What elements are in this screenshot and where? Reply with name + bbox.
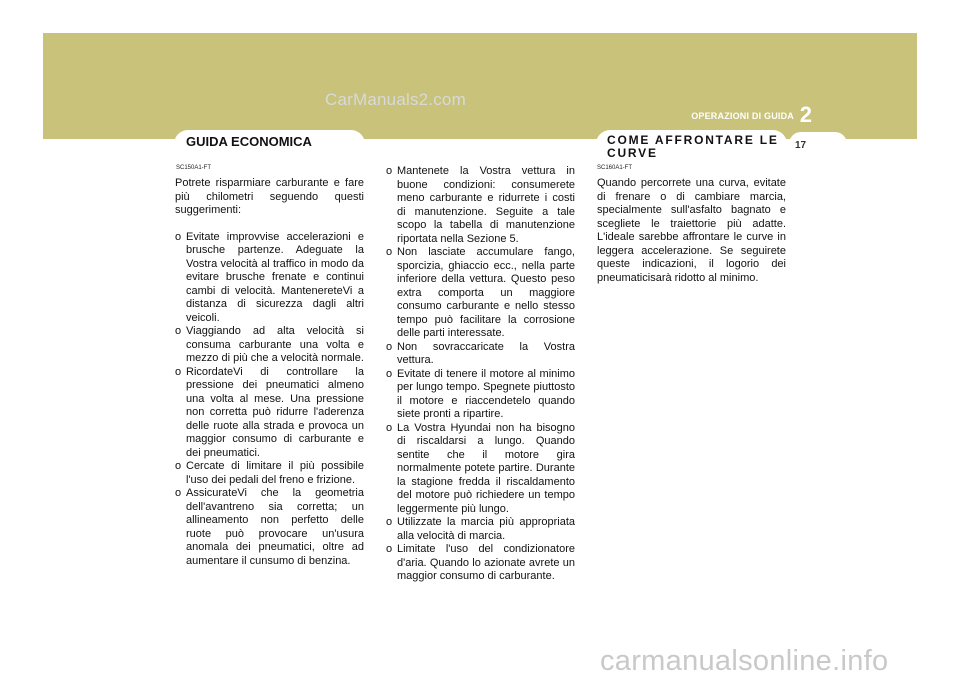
bullet-mark: o bbox=[175, 325, 182, 337]
chapter-title: OPERAZIONI DI GUIDA bbox=[691, 111, 794, 121]
list-item-text: Evitate di tenere il motore al minimo per lungo tempo. Spegnete piuttosto il motore e riaccendetelo quando siete pronti a ripartire. bbox=[397, 367, 575, 420]
column-right bbox=[597, 177, 786, 298]
section-code-right: SC160A1-FT bbox=[597, 165, 633, 171]
list-item bbox=[386, 246, 575, 341]
bullet-mark: o bbox=[175, 487, 182, 499]
list-item-text: Non lasciate accumulare fango, sporcizia, ghiaccio ecc., nella parte inferiore della vettura. Questo peso extra comporta un maggiore consumo carburante e nello stesso tempo può facilitare la corrosione delle parti interessate. bbox=[397, 246, 575, 339]
list-item bbox=[386, 368, 575, 422]
list-item bbox=[386, 341, 575, 368]
bullet-mark: o bbox=[175, 365, 182, 378]
watermark-top[interactable]: CarManuals2.com bbox=[325, 90, 466, 109]
list-item bbox=[386, 543, 575, 584]
list-item bbox=[175, 325, 364, 366]
bullet-mark: o bbox=[386, 165, 393, 177]
list-item-text: Mantenete la Vostra vettura in buone condizioni: consumerete meno carburante e ridurrete i costi di manutenzione. Seguite a tale scopo la tabella di manutenzione riportata nella Sezione 5. bbox=[397, 165, 575, 245]
list-item-text: RicordateVi di controllare la pressione dei pneumatici almeno una volta al mese. Una pressione non corretta può ridurre l'aderenza delle ruote alla strada e provoca un maggior consumo di carburante e dei pneumatici. bbox=[186, 365, 364, 459]
list-item bbox=[175, 231, 364, 326]
column-middle bbox=[386, 165, 575, 584]
chapter-number: 2 bbox=[799, 102, 812, 127]
bullet-mark: o bbox=[175, 230, 182, 243]
bullet-mark: o bbox=[175, 460, 182, 472]
list-item bbox=[386, 165, 575, 246]
list-item-text: Utilizzate la marcia più appropriata alla velocità di marcia. bbox=[397, 516, 575, 542]
header-band bbox=[43, 33, 917, 139]
list-item-text: Limitate l'uso del condizionatore d'aria. Quando lo azionate avrete un maggior consumo di carburante. bbox=[397, 543, 575, 582]
list-item bbox=[175, 366, 364, 461]
bullet-mark: o bbox=[386, 421, 393, 434]
list-item bbox=[386, 422, 575, 517]
watermark-bottom[interactable]: carmanualsonline.info bbox=[600, 645, 889, 677]
bullet-mark: o bbox=[386, 340, 393, 353]
bullet-mark: o bbox=[386, 246, 393, 258]
list-item bbox=[175, 487, 364, 568]
list-item-text: Cercate di limitare il più possibile l'uso dei pedali del freno e frizione. bbox=[186, 460, 364, 486]
list-item-text: Viaggiando ad alta velocità si consuma carburante una volta e mezzo di più che a velocità normale. bbox=[186, 325, 364, 364]
section-title-curve: COME AFFRONTARE LE CURVE bbox=[607, 133, 779, 160]
bullet-mark: o bbox=[386, 516, 393, 528]
list-item bbox=[386, 516, 575, 543]
list-item-text: Evitate improvvise accelerazioni e brusche partenze. Adeguate la Vostra velocità al traffico in modo da evitare brusche frenate e continui cambi di velocità. MantenereteVi a distanza di sicurezza dagli altri veicoli. bbox=[186, 230, 364, 324]
intro-paragraph: Potrete risparmiare carburante e fare più chilometri seguendo questi suggerimenti: bbox=[175, 177, 364, 216]
curve-paragraph: Quando percorrete una curva, evitate di frenare o di cambiare marcia, specialmente sull'asfalto bagnato e scegliete le traiettorie più adatte. L'ideale sarebbe affrontare le curve in leggera accelerazione. Se seguirete queste indicazioni, il logorio dei pneumaticisarà ridotto al minimo. bbox=[597, 177, 786, 284]
list-item-text: La Vostra Hyundai non ha bisogno di riscaldarsi a lungo. Quando sentite che il motore gira normalmente potete partire. Durante la stagione fredda il riscaldamento del motore può richiedere un tempo leggermente più lungo. bbox=[397, 421, 575, 515]
list-item-text: AssicurateVi che la geometria dell'avantreno sia corretta; un allineamento non perfetto delle ruote può provocare un'usura anomala dei pneumatici, oltre ad aumentare il cunsumo di benzina. bbox=[186, 487, 364, 567]
list-item-text: Non sovraccaricate la Vostra vettura. bbox=[397, 340, 575, 366]
section-title-guida-economica: GUIDA ECONOMICA bbox=[186, 134, 312, 149]
page-number: 17 bbox=[795, 140, 807, 151]
column-left bbox=[175, 177, 364, 568]
list-item bbox=[175, 460, 364, 487]
bullet-mark: o bbox=[386, 543, 393, 555]
bullet-mark: o bbox=[386, 367, 393, 380]
section-code-left: SC150A1-FT bbox=[176, 165, 212, 171]
